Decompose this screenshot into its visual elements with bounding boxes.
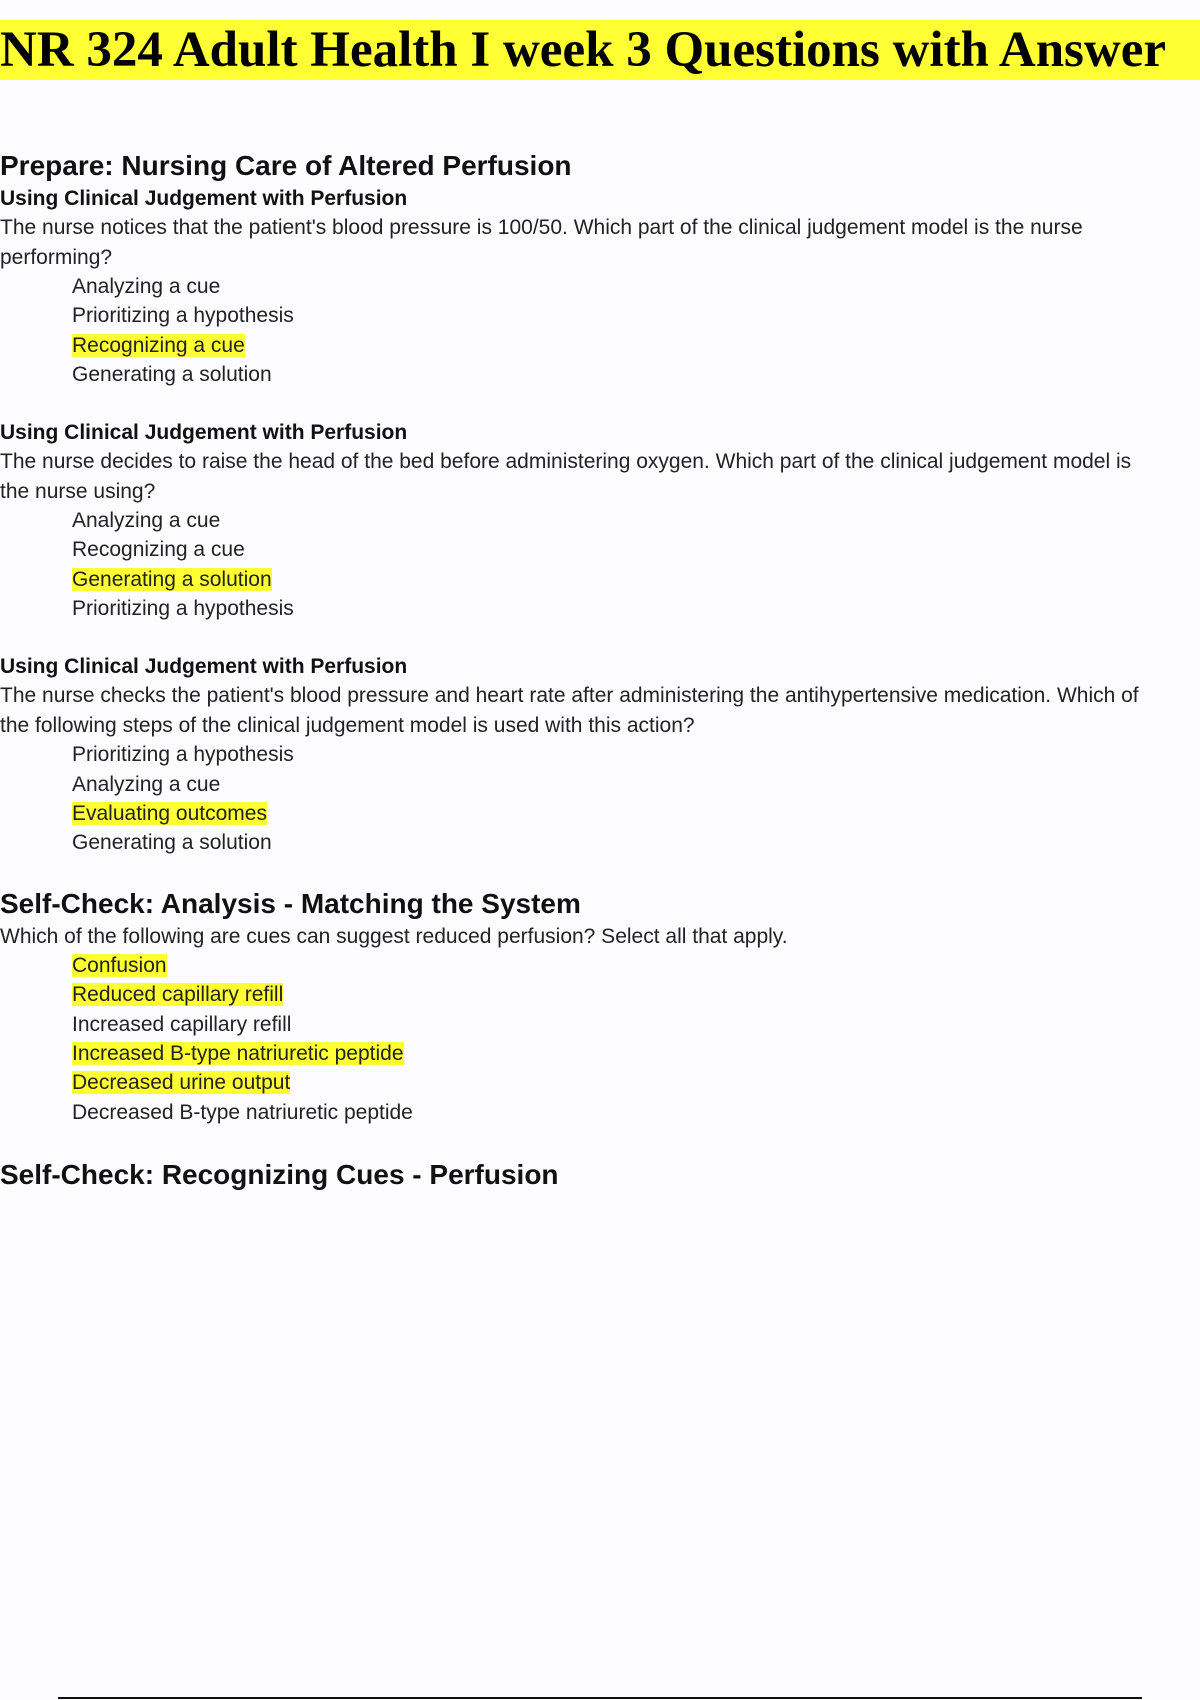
- answer-list: [0, 272, 1200, 389]
- question-block: [0, 652, 1200, 857]
- question-text-line: the following steps of the clinical judgement model is used with this action?: [0, 713, 695, 737]
- answer-option-label: Prioritizing a hypothesis: [72, 743, 294, 767]
- section-heading: Self-Check: Recognizing Cues - Perfusion: [0, 1158, 559, 1190]
- answer-option: [72, 951, 1200, 980]
- answer-option-label: Decreased B-type natriuretic peptide: [72, 1100, 413, 1124]
- question-text-line: performing?: [0, 245, 113, 269]
- question-text-line: The nurse checks the patient's blood pressure and heart rate after administering the antihypertensive medication. Which of: [0, 684, 1139, 708]
- answer-list: [0, 740, 1200, 857]
- section-heading: Prepare: Nursing Care of Altered Perfusion: [0, 150, 572, 181]
- answer-option: [72, 1098, 1200, 1127]
- document-body: [0, 148, 1200, 1193]
- answer-option-label: Recognizing a cue: [72, 538, 245, 562]
- answer-option: [72, 980, 1200, 1009]
- answer-option-label: Prioritizing a hypothesis: [72, 597, 294, 621]
- answer-option: [72, 828, 1200, 857]
- answer-option: [72, 594, 1200, 623]
- answer-option: [72, 770, 1200, 799]
- question-title: Using Clinical Judgement with Perfusion: [0, 655, 408, 679]
- answer-option: [72, 1068, 1200, 1097]
- answer-option: [72, 535, 1200, 564]
- answer-option-label: Reduced capillary refill: [72, 983, 284, 1007]
- answer-option: [72, 301, 1200, 330]
- answer-option-label: Generating a solution: [72, 362, 272, 386]
- section-heading: Self-Check: Analysis - Matching the System: [0, 887, 581, 919]
- answer-option-label: Decreased urine output: [72, 1071, 291, 1095]
- answer-option: [72, 360, 1200, 389]
- answer-option-label: Increased B-type natriuretic peptide: [72, 1041, 404, 1065]
- answer-list: [0, 506, 1200, 623]
- answer-option-label: Analyzing a cue: [72, 509, 221, 533]
- answer-option: [72, 565, 1200, 594]
- document-title: NR 324 Adult Health I week 3 Questions with Answer: [0, 20, 1200, 80]
- answer-option-label: Prioritizing a hypothesis: [72, 304, 294, 328]
- question-text-line: The nurse notices that the patient's blood pressure is 100/50. Which part of the clinical judgement model is the nurse: [0, 216, 1083, 239]
- answer-option-label: Confusion: [72, 954, 167, 978]
- answer-option: [72, 331, 1200, 360]
- question-text-line: Which of the following are cues can suggest reduced perfusion? Select all that apply.: [0, 924, 788, 948]
- answer-option-label: Analyzing a cue: [72, 275, 221, 298]
- answer-option: [72, 272, 1200, 301]
- question-title: Using Clinical Judgement with Perfusion: [0, 187, 408, 210]
- question-text-line: the nurse using?: [0, 479, 156, 503]
- question-title: Using Clinical Judgement with Perfusion: [0, 421, 408, 445]
- question-block: [0, 922, 1200, 1127]
- answer-option-label: Evaluating outcomes: [72, 801, 267, 825]
- question-block: [0, 418, 1200, 623]
- answer-option-label: Generating a solution: [72, 831, 272, 855]
- answer-option-label: Analyzing a cue: [72, 772, 221, 796]
- answer-list: [0, 951, 1200, 1127]
- question-block: [0, 184, 1200, 389]
- answer-option: [72, 740, 1200, 769]
- answer-option: [72, 799, 1200, 828]
- answer-option: [72, 1010, 1200, 1039]
- answer-option-label: Generating a solution: [72, 567, 272, 591]
- answer-option-label: Recognizing a cue: [72, 333, 245, 357]
- question-text-line: The nurse decides to raise the head of the bed before administering oxygen. Which part of the clinical judgement model is: [0, 450, 1132, 474]
- answer-option: [72, 506, 1200, 535]
- answer-option-label: Increased capillary refill: [72, 1012, 292, 1036]
- answer-option: [72, 1039, 1200, 1068]
- page-bottom-rule: [58, 1697, 1142, 1699]
